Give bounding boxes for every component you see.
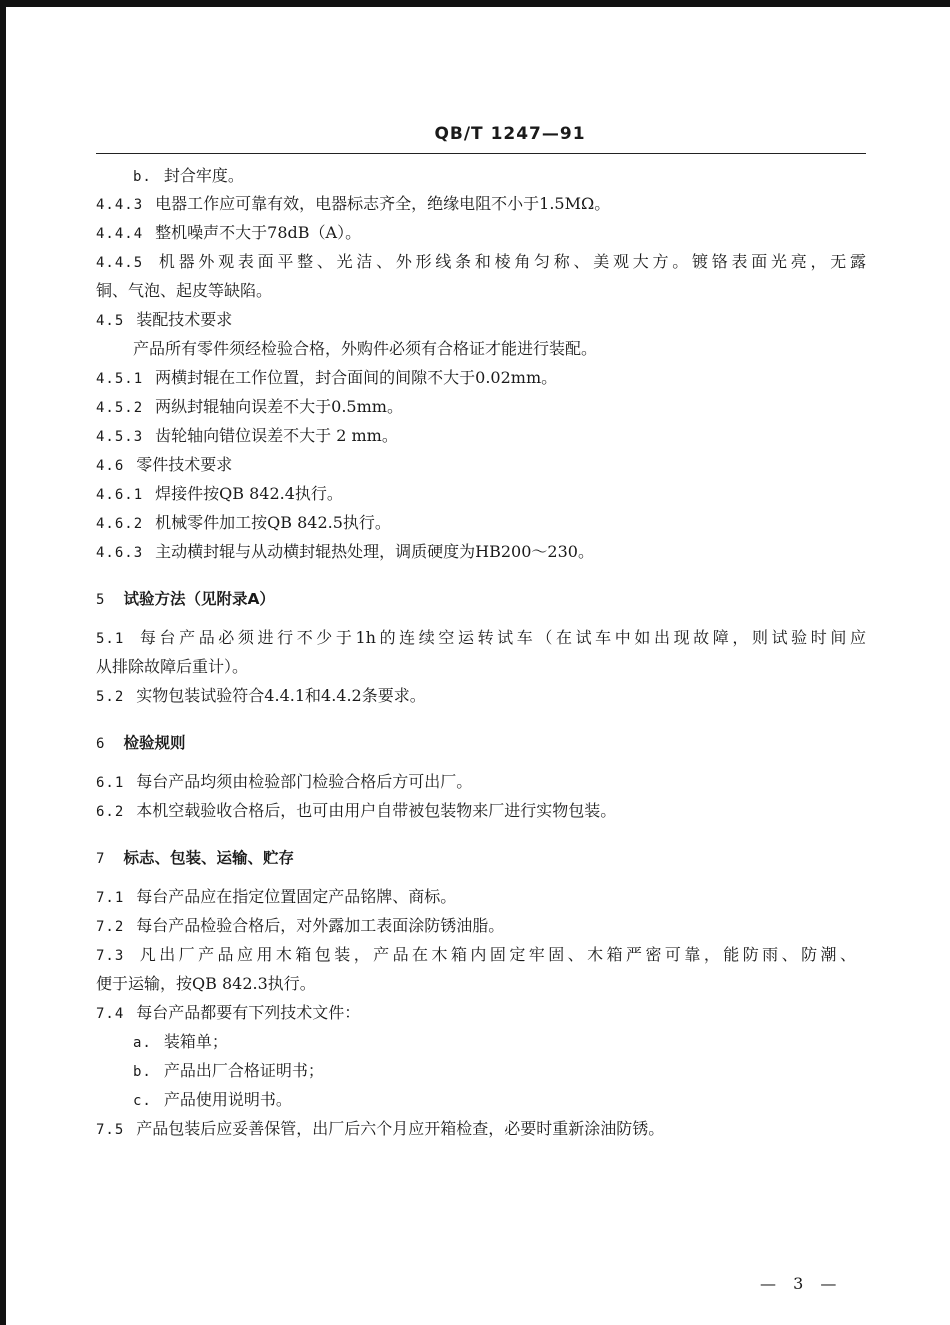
- clause-number: 7.5: [96, 1122, 125, 1138]
- clause-4-5-3: [96, 426, 398, 447]
- section-heading-6: [96, 733, 185, 754]
- clause-5-1: [96, 628, 866, 649]
- list-item: [133, 1032, 228, 1053]
- clause-number: 4.5: [96, 313, 125, 329]
- clause-4-6-1: [96, 484, 343, 505]
- clause-number: 4.6.1: [96, 487, 144, 503]
- clause-number: 4.4.5: [96, 255, 144, 271]
- item-number: b.: [133, 169, 152, 185]
- clause-text: 整机噪声不大于78dB（A）。: [155, 223, 362, 242]
- clause-text: 两横封辊在工作位置，封合面间的间隙不大于0.02mm。: [155, 368, 558, 387]
- clause-7-4: [96, 1003, 360, 1024]
- section-number: 6: [96, 736, 106, 752]
- clause-number: 4.6: [96, 458, 125, 474]
- clause-5-1-continued: [96, 657, 248, 677]
- clause-text: 每台产品均须由检验部门检验合格后方可出厂。: [136, 772, 473, 791]
- clause-text: 铜、气泡、起皮等缺陷。: [96, 281, 273, 300]
- clause-4-5-2: [96, 397, 403, 418]
- item-number: c.: [133, 1093, 152, 1109]
- page-number: — 3 —: [760, 1274, 843, 1293]
- clause-text: 本机空载验收合格后，也可由用户自带被包装物来厂进行实物包装。: [136, 801, 617, 820]
- clause-number: 6.2: [96, 804, 125, 820]
- list-item: [133, 1061, 324, 1082]
- item-text: 封合牢度。: [163, 166, 244, 185]
- section-number: 7: [96, 851, 106, 867]
- item-text: 产品出厂合格证明书；: [163, 1061, 324, 1080]
- section-title: 试验方法（见附录A）: [123, 590, 275, 608]
- clause-text: 实物包装试验符合4.4.1和4.4.2条要求。: [136, 686, 426, 705]
- list-item: [133, 166, 244, 187]
- clause-number: 4.4.4: [96, 226, 144, 242]
- clause-number: 4.6.2: [96, 516, 144, 532]
- item-number: a.: [133, 1035, 152, 1051]
- clause-number: 4.4.3: [96, 197, 144, 213]
- subsection-title: 装配技术要求: [136, 310, 233, 329]
- item-text: 装箱单；: [163, 1032, 228, 1051]
- clause-4-4-5-continued: [96, 281, 272, 301]
- clause-7-3-continued: [96, 974, 316, 994]
- clause-4-6-2: [96, 513, 391, 534]
- clause-text: 两纵封辊轴向误差不大于0.5mm。: [155, 397, 403, 416]
- scan-edge-top: [0, 0, 950, 7]
- clause-number: 7.1: [96, 890, 125, 906]
- clause-7-1: [96, 887, 456, 908]
- clause-text: 凡出厂产品应用木箱包装，产品在木箱内固定牢固、木箱严密可靠，能防雨、防潮、: [136, 945, 856, 964]
- clause-text: 每台产品都要有下列技术文件：: [136, 1003, 361, 1022]
- clause-7-2: [96, 916, 504, 937]
- clause-text: 每台产品应在指定位置固定产品铭牌、商标。: [136, 887, 457, 906]
- clause-text: 每台产品必须进行不少于1h的连续空运转试车（在试车中如出现故障，则试验时间应: [136, 628, 866, 647]
- clause-5-2: [96, 686, 426, 707]
- clause-4-4-3: [96, 194, 610, 215]
- clause-4-4-5: [96, 252, 866, 273]
- clause-4-4-4: [96, 223, 361, 244]
- clause-text: 产品包装后应妥善保管，出厂后六个月应开箱检查，必要时重新涂油防锈。: [136, 1119, 665, 1138]
- clause-4-5-1: [96, 368, 557, 389]
- clause-number: 4.5.1: [96, 371, 144, 387]
- clause-text: 主动横封辊与从动横封辊热处理，调质硬度为HB200～230。: [155, 542, 594, 561]
- clause-number: 5.1: [96, 631, 125, 647]
- clause-6-1: [96, 772, 472, 793]
- list-item: [133, 1090, 292, 1111]
- clause-number: 6.1: [96, 775, 125, 791]
- paragraph-text: 产品所有零件须经检验合格，外购件必须有合格证才能进行装配。: [133, 339, 598, 358]
- clause-text: 便于运输，按QB 842.3执行。: [96, 974, 316, 993]
- header-rule: [96, 153, 866, 154]
- section-title: 标志、包装、运输、贮存: [123, 849, 294, 867]
- section-number: 5: [96, 592, 106, 608]
- clause-7-5: [96, 1119, 664, 1140]
- clause-text: 机械零件加工按QB 842.5执行。: [155, 513, 391, 532]
- item-number: b.: [133, 1064, 152, 1080]
- section-heading-7: [96, 848, 294, 869]
- clause-text: 机器外观表面平整、光洁、外形线条和棱角匀称、美观大方。镀铬表面光亮，无露: [155, 252, 866, 271]
- clause-number: 4.5.2: [96, 400, 144, 416]
- section-heading-5: [96, 589, 275, 610]
- clause-number: 4.5.3: [96, 429, 144, 445]
- paragraph: [133, 339, 597, 359]
- scan-edge-left: [0, 0, 6, 1325]
- clause-text: 电器工作应可靠有效，电器标志齐全，绝缘电阻不小于1.5MΩ。: [155, 194, 611, 213]
- section-title: 检验规则: [123, 734, 186, 752]
- clause-text: 齿轮轴向错位误差不大于 2 mm。: [155, 426, 398, 445]
- clause-number: 4.6.3: [96, 545, 144, 561]
- clause-number: 7.4: [96, 1006, 125, 1022]
- subsection-heading-4-5: [96, 310, 232, 331]
- subsection-heading-4-6: [96, 455, 232, 476]
- clause-4-6-3: [96, 542, 594, 563]
- clause-text: 焊接件按QB 842.4执行。: [155, 484, 343, 503]
- clause-text: 从排除故障后重计）。: [96, 657, 249, 676]
- clause-number: 5.2: [96, 689, 125, 705]
- document-code-header: QB/T 1247—91: [434, 124, 586, 144]
- clause-text: 每台产品检验合格后，对外露加工表面涂防锈油脂。: [136, 916, 505, 935]
- subsection-title: 零件技术要求: [136, 455, 233, 474]
- clause-6-2: [96, 801, 616, 822]
- clause-7-3: [96, 945, 856, 966]
- clause-number: 7.3: [96, 948, 125, 964]
- clause-number: 7.2: [96, 919, 125, 935]
- item-text: 产品使用说明书。: [163, 1090, 292, 1109]
